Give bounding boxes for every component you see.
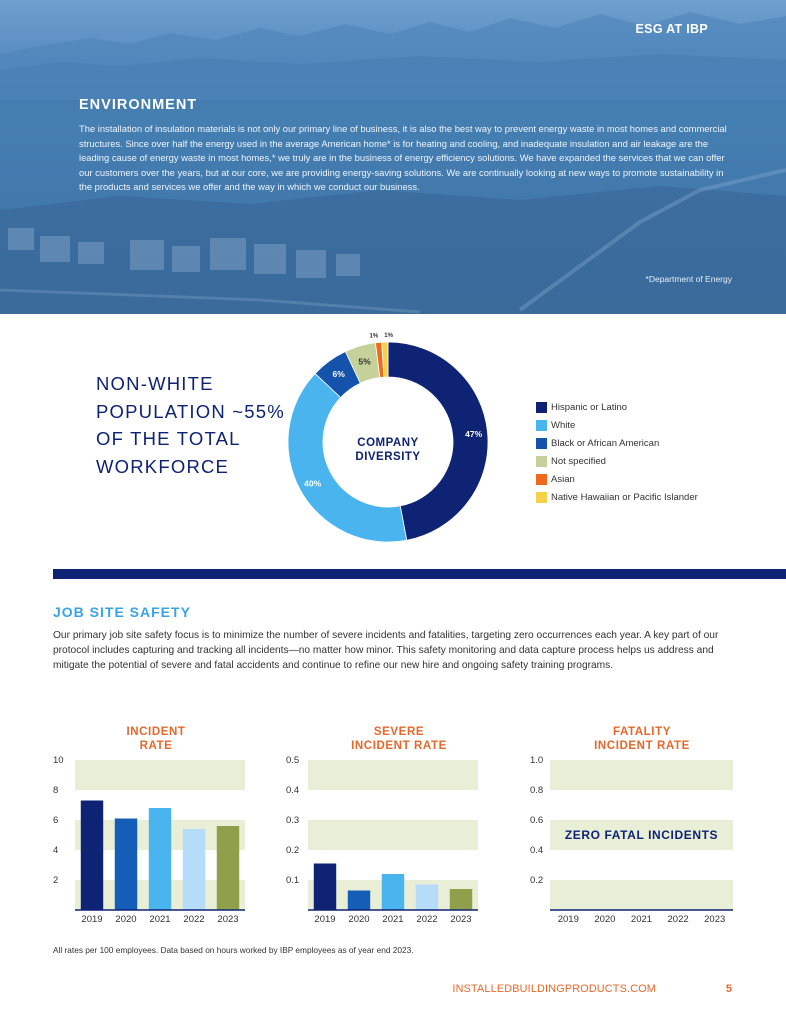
legend-item-native-hawaiian-or-pacific-islander xyxy=(536,488,698,506)
x-tick-label-2022: 2022 xyxy=(183,914,205,925)
bar-2020 xyxy=(115,819,137,911)
bar-2022 xyxy=(183,829,205,910)
severe-incident-rate-chart xyxy=(280,720,495,925)
legend-label: Hispanic or Latino xyxy=(551,401,628,413)
grid-band xyxy=(308,820,478,850)
y-tick-label: 0.4 xyxy=(530,845,544,856)
bar-2019 xyxy=(314,864,336,911)
donut-label-black-or-african-american: 6% xyxy=(332,369,345,380)
legend-swatch xyxy=(536,438,547,449)
diversity-headline: NON-WHITE POPULATION ~55% OF THE TOTAL WORKFORCE xyxy=(96,373,285,477)
y-tick-label: 0.3 xyxy=(286,815,300,826)
zero-fatal-incidents-note: ZERO FATAL INCIDENTS xyxy=(564,828,719,842)
donut-label-white: 40% xyxy=(304,478,322,489)
x-tick-label-2022: 2022 xyxy=(667,914,689,925)
environment-hero xyxy=(0,0,786,314)
y-tick-label: 1.0 xyxy=(530,755,544,766)
x-tick-label-2020: 2020 xyxy=(348,914,370,925)
chart-title-line-2: RATE xyxy=(139,740,173,752)
bar-2020 xyxy=(348,891,370,911)
grid-band xyxy=(308,760,478,790)
y-tick-label: 10 xyxy=(53,755,64,766)
grid-band xyxy=(75,760,245,790)
legend-label: Asian xyxy=(551,473,575,485)
section-tag: ESG AT IBP xyxy=(635,22,708,36)
donut-label-hispanic-or-latino: 47% xyxy=(465,428,483,439)
legend-item-hispanic-or-latino xyxy=(536,398,698,416)
bar-2023 xyxy=(217,826,239,910)
environment-footnote: *Department of Energy xyxy=(645,274,732,284)
chart-title-line-2: INCIDENT RATE xyxy=(351,740,447,752)
donut-center-label-line1: COMPANY xyxy=(357,437,419,449)
y-tick-label: 4 xyxy=(53,845,59,856)
safety-body: Our primary job site safety focus is to minimize the number of severe incidents and fatalities, targeting zero occurrences each year. A key part of our protocol includes capturing and tracking all incidents—no matter how minor. This safety monitoring and data capture process helps us address and mitigate the potential of severe and fatal accidents and continue to refine our new hire and ongoing safety training programs. xyxy=(53,630,719,672)
x-tick-label-2021: 2021 xyxy=(149,914,171,925)
x-tick-label-2019: 2019 xyxy=(81,914,103,925)
bar-2021 xyxy=(382,874,404,910)
x-tick-label-2020: 2020 xyxy=(115,914,137,925)
incident-rate-chart xyxy=(45,720,260,925)
bar-2021 xyxy=(149,808,171,910)
chart-title-line-1: SEVERE xyxy=(373,726,425,738)
safety-title: JOB SITE SAFETY xyxy=(53,604,191,620)
chart-title-line-1: FATALITY xyxy=(612,726,672,738)
x-tick-label-2023: 2023 xyxy=(704,914,726,925)
legend-item-asian xyxy=(536,470,698,488)
bar-2023 xyxy=(450,889,472,910)
x-tick-label-2019: 2019 xyxy=(314,914,336,925)
y-tick-label: 0.5 xyxy=(286,755,300,766)
donut-label-asian: 1% xyxy=(369,333,379,340)
legend-label: White xyxy=(551,419,576,431)
y-tick-label: 0.8 xyxy=(530,785,544,796)
legend-label: Not specified xyxy=(551,455,606,467)
chart-title-line-2: INCIDENT RATE xyxy=(594,740,690,752)
x-tick-label-2021: 2021 xyxy=(382,914,404,925)
page-number: 5 xyxy=(725,983,732,995)
legend-swatch xyxy=(536,420,547,431)
fatality-incident-rate-chart xyxy=(520,720,740,925)
legend-item-black-or-african-american xyxy=(536,434,698,452)
y-tick-label: 0.4 xyxy=(286,785,300,796)
y-tick-label: 6 xyxy=(53,815,59,826)
legend-item-white xyxy=(536,416,698,434)
legend-swatch xyxy=(536,492,547,503)
bar-2022 xyxy=(416,885,438,911)
grid-band xyxy=(550,880,733,910)
legend-label: Black or African American xyxy=(551,437,660,449)
y-tick-label: 8 xyxy=(53,785,59,796)
x-tick-label-2019: 2019 xyxy=(557,914,579,925)
y-tick-label: 0.1 xyxy=(286,875,300,886)
x-tick-label-2023: 2023 xyxy=(217,914,239,925)
legend-label: Native Hawaiian or Pacific Islander xyxy=(551,491,698,503)
x-tick-label-2023: 2023 xyxy=(450,914,472,925)
section-divider xyxy=(53,569,786,579)
diversity-legend xyxy=(536,398,698,506)
grid-band xyxy=(550,760,733,790)
y-tick-label: 0.6 xyxy=(530,815,544,826)
y-tick-label: 0.2 xyxy=(530,875,544,886)
legend-item-not-specified xyxy=(536,452,698,470)
environment-title: ENVIRONMENT xyxy=(79,97,198,113)
donut-label-not-specified: 5% xyxy=(358,356,371,367)
x-tick-label-2022: 2022 xyxy=(416,914,438,925)
y-tick-label: 2 xyxy=(53,875,59,886)
donut-label-native-hawaiian-or-pacific-islander: 1% xyxy=(384,333,393,340)
safety-footnote: All rates per 100 employees. Data based on hours worked by IBP employees as of year end 2023. xyxy=(53,945,414,955)
environment-body: The installation of insulation materials is not only our primary line of business, it is also the best way to prevent energy waste in most homes and commercial structures. Since over half the energy used in the average American home* is for heating and cooling, and inadequate insulation and air leakage are the leading cause of energy waste in most homes,* we truly are in the business of energy efficiency solutions. We have expanded the services that we can offer our customers over the years, but at our core, we are providing energy-saving solutions. We are continually looking at new ways to promote sustainability in the products and services we offer and the way in which we conduct our business. xyxy=(79,123,727,193)
x-tick-label-2020: 2020 xyxy=(594,914,616,925)
y-tick-label: 0.2 xyxy=(286,845,300,856)
legend-swatch xyxy=(536,474,547,485)
legend-swatch xyxy=(536,456,547,467)
x-tick-label-2021: 2021 xyxy=(630,914,653,925)
donut-center-label-line2: DIVERSITY xyxy=(355,451,421,463)
legend-swatch xyxy=(536,402,547,413)
website-link[interactable]: INSTALLEDBUILDINGPRODUCTS.COM xyxy=(452,983,656,995)
chart-title-line-1: INCIDENT xyxy=(126,726,186,738)
diversity-donut-chart xyxy=(288,333,488,542)
bar-2019 xyxy=(81,801,103,911)
